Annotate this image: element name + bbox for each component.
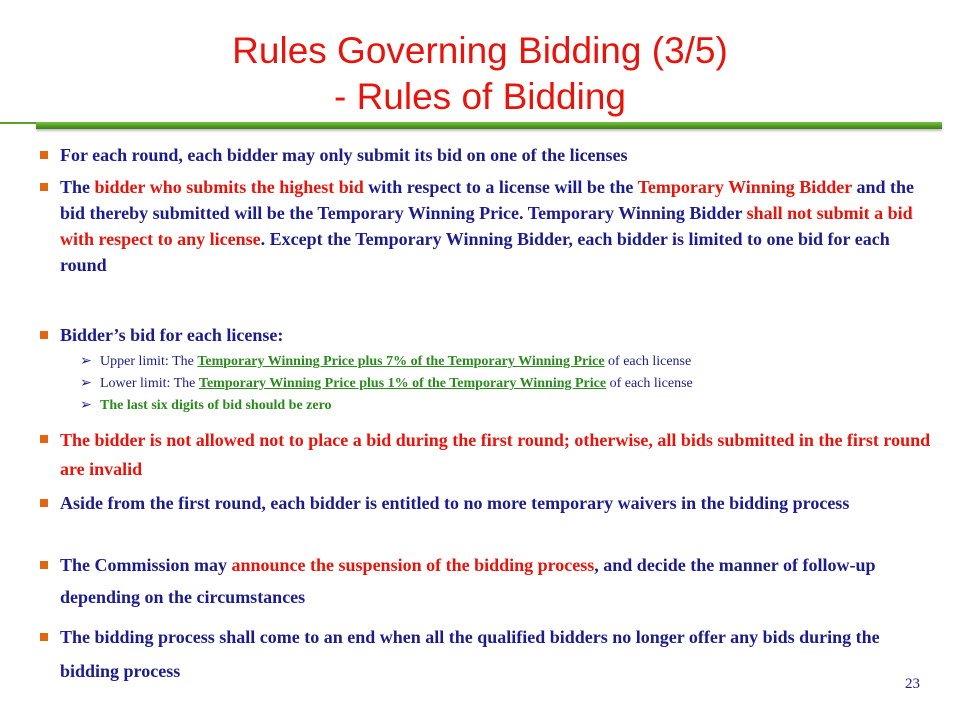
bullet-text: . Except the Temporary Winning Bidder, each bidder is limited to one bid for each round	[60, 229, 890, 275]
highlight-text: Temporary Winning Price plus 7% of the Temporary Winning Price	[197, 354, 605, 369]
square-bullet-icon	[40, 633, 48, 641]
bullet-item-6	[60, 549, 940, 613]
sub-bullet-text: Upper limit: The	[100, 354, 198, 369]
bullet-text: The	[60, 177, 95, 197]
bullet-item-2	[60, 174, 920, 278]
arrow-bullet-icon: ➢	[80, 397, 92, 413]
highlight-text: Temporary Winning Price plus 1% of the Temporary Winning Price	[198, 376, 607, 391]
bullet-text: The bidder is not allowed not to place a bid during the first round; otherwise, all bids submitted in the first round are invalid	[60, 430, 931, 479]
arrow-bullet-icon: ➢	[80, 353, 92, 369]
bullet-item-7	[60, 620, 940, 688]
bullet-text: and the bid thereby submitted will be the Temporary Winning Price. Temporary Winning Bidder	[60, 177, 914, 223]
square-bullet-icon	[40, 183, 48, 191]
sub-bullet-3	[80, 396, 940, 415]
arrow-bullet-icon: ➢	[80, 375, 92, 391]
bullet-text: , and decide the manner of follow-up depending on the circumstances	[60, 555, 876, 607]
emphasis-text: shall not submit a bid with respect to any license	[60, 203, 913, 249]
sub-bullet-text: The last six digits of bid should be zero	[100, 398, 332, 413]
bullet-item-4	[60, 426, 940, 484]
title-divider	[0, 122, 942, 131]
square-bullet-icon	[40, 561, 48, 569]
bullet-text: with respect to a license will be the	[363, 177, 638, 197]
bullet-text: For each round, each bidder may only submit its bid on one of the licenses	[60, 145, 628, 165]
slide-title-line2: - Rules of Bidding	[333, 76, 627, 117]
emphasis-text: Temporary Winning Bidder	[637, 177, 852, 197]
page-number: 23	[905, 676, 920, 692]
emphasis-text: announce the suspension of the bidding process	[231, 555, 595, 575]
sub-bullet-text: of each license	[606, 376, 693, 391]
bullet-text: Bidder’s bid for each license:	[60, 325, 284, 345]
bullet-item-5	[60, 490, 940, 516]
bullet-text: Aside from the first round, each bidder is entitled to no more temporary waivers in the bidding process	[60, 493, 850, 513]
sub-bullet-1	[80, 352, 940, 371]
bullet-item-1	[60, 142, 940, 168]
sub-bullet-text: of each license	[604, 354, 692, 369]
bullet-text: The bidding process shall come to an end when all the qualified bidders no longer offer any bids during the bidding process	[60, 627, 880, 681]
slide-title	[0, 28, 960, 120]
bullet-text: The Commission may	[60, 555, 232, 575]
square-bullet-icon	[40, 151, 48, 159]
emphasis-text: bidder who submits the highest bid	[94, 177, 364, 197]
bullet-item-3	[60, 322, 940, 348]
square-bullet-icon	[40, 499, 48, 507]
sub-bullet-2	[80, 374, 940, 393]
divider-thin-segment	[0, 122, 40, 124]
square-bullet-icon	[40, 331, 48, 339]
square-bullet-icon	[40, 435, 48, 443]
divider-thick-bar	[36, 122, 942, 129]
sub-bullet-text: Lower limit: The	[100, 376, 199, 391]
slide-title-line1: Rules Governing Bidding (3/5)	[232, 30, 728, 71]
